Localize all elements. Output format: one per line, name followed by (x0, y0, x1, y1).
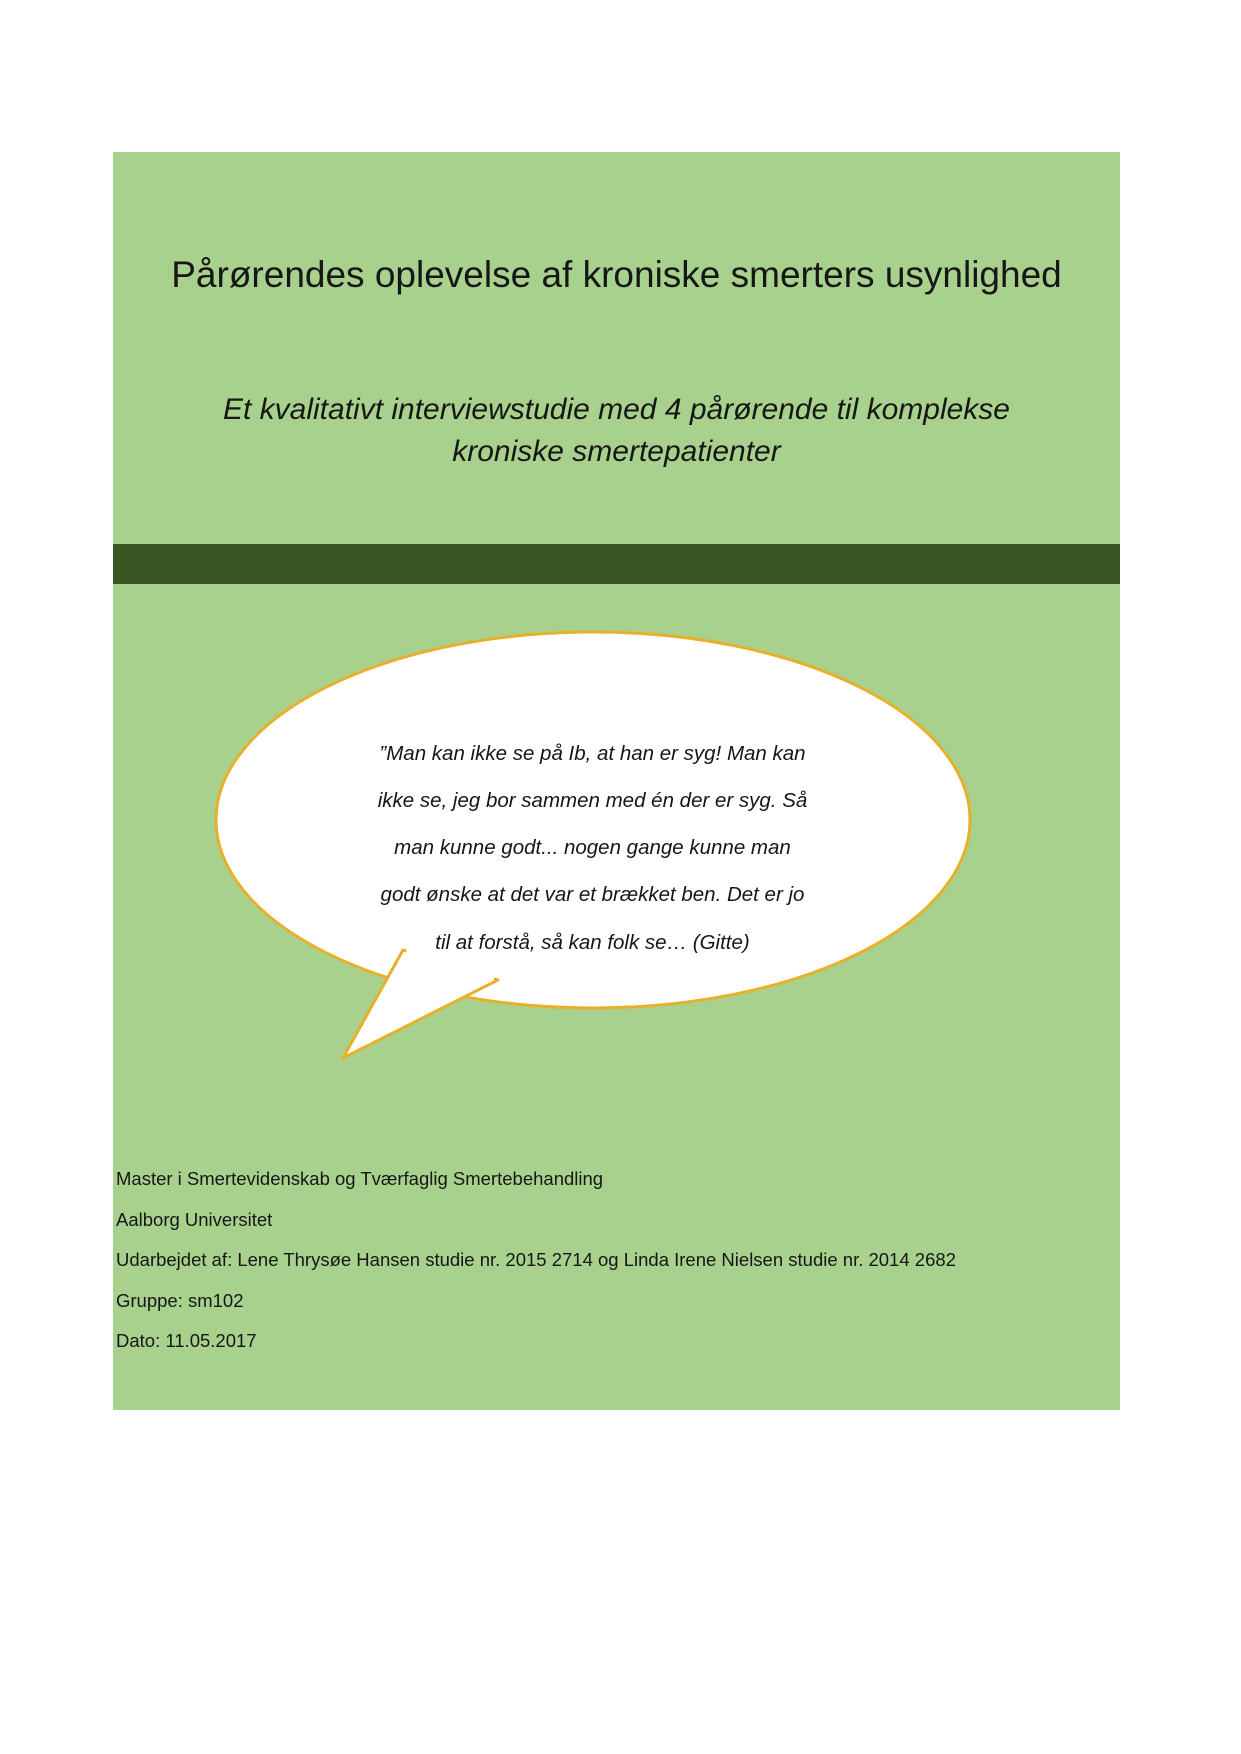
quote-line: ikke se, jeg bor sammen med én der er syg. Så (377, 789, 808, 813)
page-subtitle: Et kvalitativt interviewstudie med 4 pårørende til komplekse kroniske smertepatienter (222, 393, 1010, 468)
divider-band (113, 544, 1120, 584)
subtitle-block (113, 389, 1120, 473)
page-title: Pårørendes oplevelse af kroniske smerters usynlighed (171, 254, 1062, 295)
quote-line: man kunne godt... nogen gange kunne man (394, 836, 791, 860)
meta-group: Gruppe: sm102 (116, 1289, 244, 1311)
quote-line: godt ønske at det var et brækket ben. Det er jo (380, 883, 805, 907)
meta-programme: Master i Smertevidenskab og Tværfaglig Smertebehandling (116, 1168, 604, 1189)
quote-line: til at forstå, så kan folk se… (Gitte) (435, 930, 750, 954)
metadata-block (113, 1170, 1120, 1351)
meta-institution: Aalborg Universitet (116, 1208, 273, 1230)
title-block (113, 252, 1120, 298)
quote-text (316, 730, 869, 966)
quote-line: ”Man kan ikke se på Ib, at han er syg! Man kan (379, 742, 806, 765)
meta-date: Dato: 11.05.2017 (116, 1330, 257, 1351)
cover-panel (113, 152, 1120, 1410)
speech-bubble (198, 620, 988, 1070)
meta-authors: Udarbejdet af: Lene Thrysøe Hansen studie nr. 2015 2714 og Linda Irene Nielsen studie nr. 2014 2682 (116, 1249, 956, 1270)
